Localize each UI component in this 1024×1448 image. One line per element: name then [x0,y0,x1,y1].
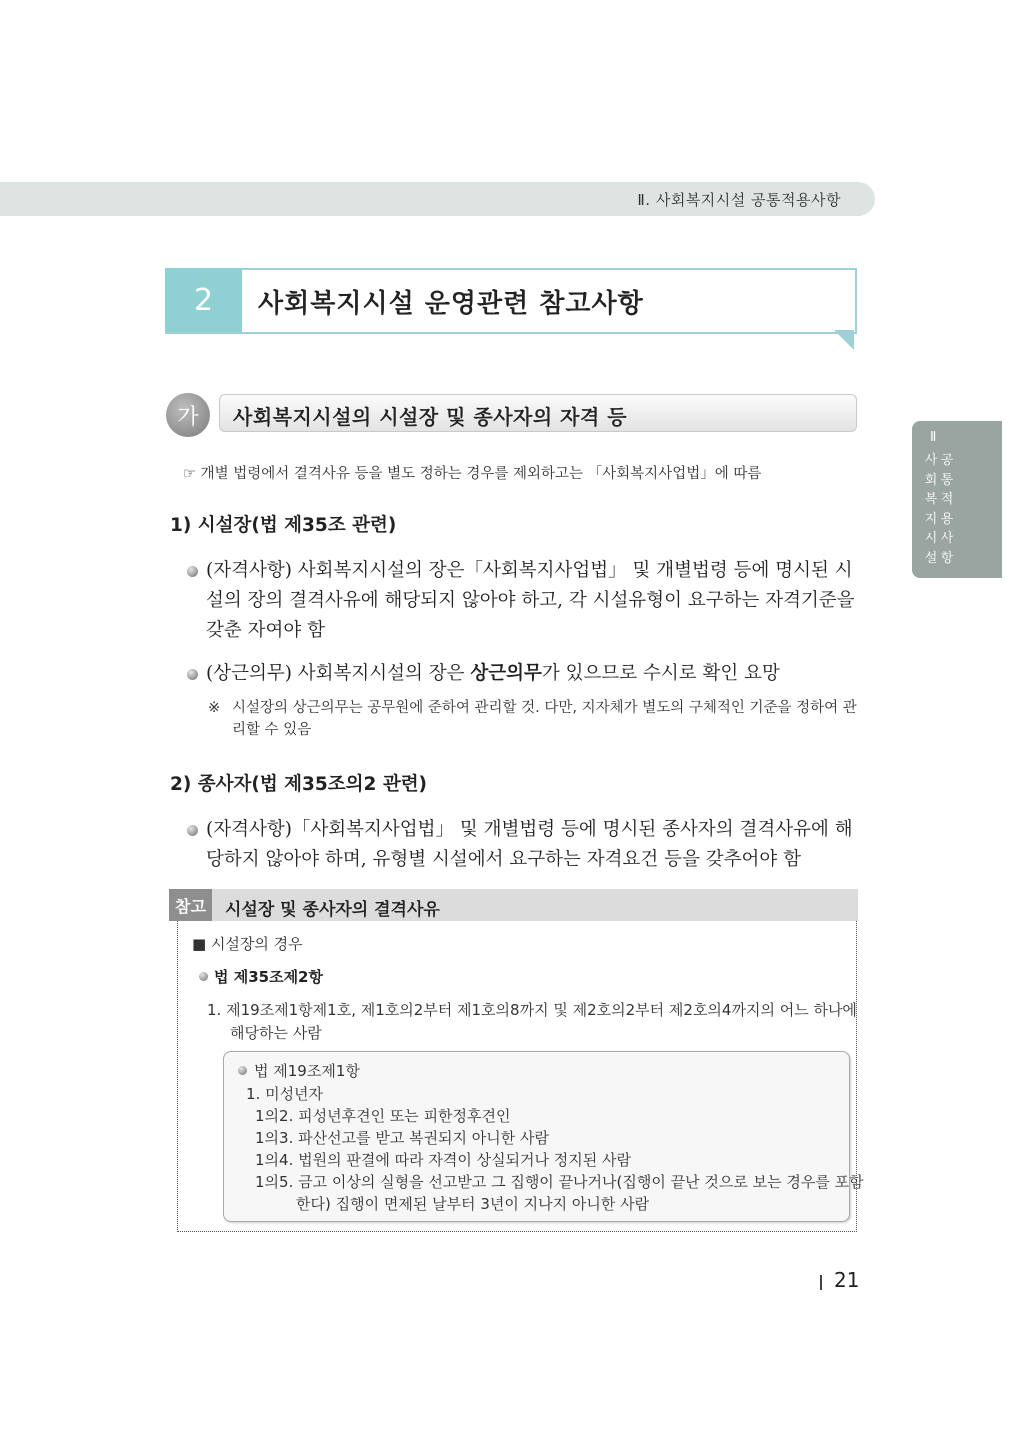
subheading-facility-head: 1) 시설장(법 제35조 관련) [170,515,397,536]
remark-note [208,697,858,741]
paragraph-fulltime-duty: (상근의무) 사회복지시설의 장은 상근의무가 있으므로 수시로 확인 요망 [206,663,780,684]
inner-item: 1의4. 법원의 판결에 따라 자격이 상실되거나 정지된 사람 [255,1151,632,1169]
side-tab-column-right: 공 통 적 용 사 항 [940,453,954,566]
inner-item-continuation: 한다) 집행이 면제된 날부터 3년이 지나지 아니한 사람 [296,1195,650,1213]
bullet-icon [187,566,198,577]
item1-line2: 해당하는 사람 [230,1024,322,1042]
reference-tag: 참고 [169,889,212,921]
chapter-number: 2 [165,268,242,332]
chapter-title: 사회복지시설 운영관련 참고사항 [258,289,644,319]
side-tab-column-left: 사 회 복 지 시 설 [924,453,938,566]
inner-item: 1의5. 금고 이상의 실형을 선고받고 그 집행이 끝나거나(집행이 끝난 것으로 보는 경우를 포함 [255,1173,864,1191]
bullet-icon [187,825,198,836]
bullet-icon [238,1066,247,1075]
running-header-text: Ⅱ. 사회복지시설 공통적용사항 [637,191,841,209]
section-title: 사회복지시설의 시설장 및 종사자의 자격 등 [233,405,628,429]
inner-law-label: 법 제19조제1항 [254,1062,360,1080]
section-marker: 가 [166,393,210,437]
remark-text: 시설장의 상근의무는 공무원에 준하여 관리할 것. 다만, 지자체가 별도의 구체적인 기준을 정하여 관리할 수 있음 [232,700,857,738]
paragraph-qualification-head: (자격사항) 사회복지시설의 장은「사회복지사업법」 및 개별법령 등에 명시된 시설의 장의 결격사유에 해당되지 않아야 하고, 각 시설유형이 요구하는 자격기준을 갖춘 자여야 함 [206,560,855,641]
fulltime-duty-emphasis: 상근의무 [470,663,542,684]
remark-mark: ※ [208,700,221,716]
bullet-icon [187,669,198,680]
subheading-staff: 2) 종사자(법 제35조의2 관련) [170,774,428,795]
page-number: 21 [834,1268,860,1292]
bullet-icon [199,972,208,981]
law-label: 법 제35조제2항 [214,968,323,986]
inner-item: 1. 미성년자 [246,1085,324,1103]
chapter-corner-decoration [834,330,854,350]
running-header-band [0,182,875,216]
inner-item: 1의2. 피성년후견인 또는 피한정후견인 [255,1107,511,1125]
case-label: ■ 시설장의 경우 [192,935,303,953]
inner-item: 1의3. 파산선고를 받고 복권되지 아니한 사람 [255,1129,550,1147]
note-text: ☞ 개별 법령에서 결격사유 등을 별도 정하는 경우를 제외하고는 「사회복지사업법」에 따름 [183,466,762,482]
paragraph-qualification-staff: (자격사항)「사회복지사업법」 및 개별법령 등에 명시된 종사자의 결격사유에 해당하지 않아야 하며, 유형별 시설에서 요구하는 자격요건 등을 갖추어야 함 [206,819,853,870]
reference-title: 시설장 및 종사자의 결격사유 [225,900,440,920]
page-number-divider [820,1275,822,1290]
side-tab-roman: Ⅱ [930,430,937,445]
item1-line1: 1. 제19조제1항제1호, 제1호의2부터 제1호의8까지 및 제2호의2부터 제2호의4까지의 어느 하나에 [207,1001,857,1019]
